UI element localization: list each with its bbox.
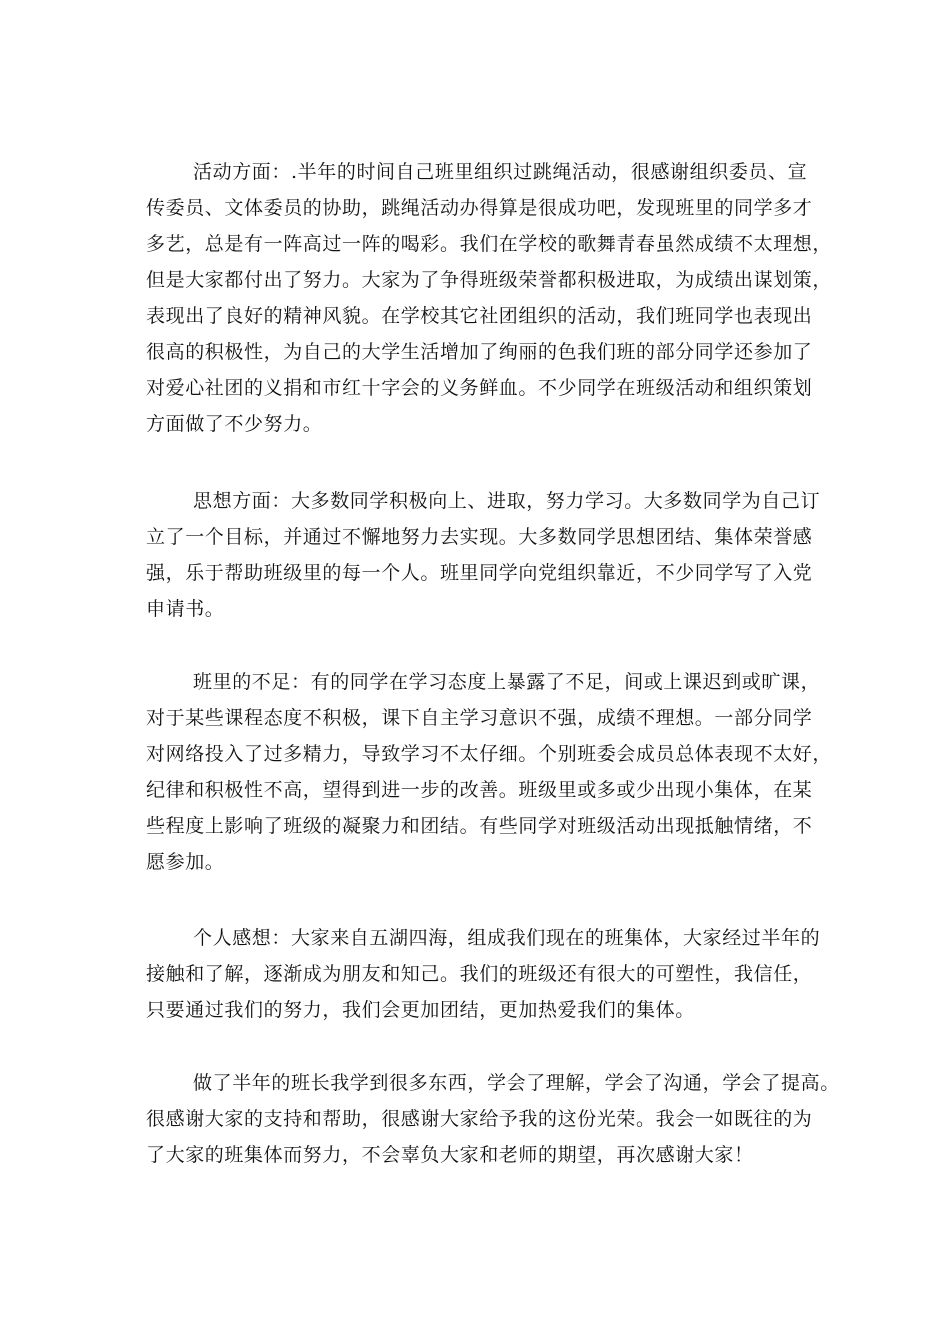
text-line: 个人感想：大家来自五湖四海，组成我们现在的班集体，大家经过半年的 bbox=[193, 927, 821, 949]
text-line: 思想方面：大多数同学积极向上、进取，努力学习。大多数同学为自己订 bbox=[193, 490, 821, 512]
text-line: 对网络投入了过多精力，导致学习不太仔细。个别班委会成员总体表现不太好， bbox=[146, 743, 833, 765]
text-line: 接触和了解，逐渐成为朋友和知己。我们的班级还有很大的可塑性，我信任， bbox=[146, 963, 813, 985]
paragraph-closing bbox=[146, 1065, 840, 1173]
text-line: 很感谢大家的支持和帮助，很感谢大家给予我的这份光荣。我会一如既往的为 bbox=[146, 1108, 813, 1130]
text-line: 愿参加。 bbox=[146, 851, 225, 873]
text-line: 做了半年的班长我学到很多东西，学会了理解，学会了沟通，学会了提高。 bbox=[193, 1072, 840, 1094]
text-line: 对爱心社团的义捐和市红十字会的义务鲜血。不少同学在班级活动和组织策划 bbox=[146, 377, 813, 399]
text-line: 纪律和积极性不高，望得到进一步的改善。班级里或多或少出现小集体，在某 bbox=[146, 779, 813, 801]
paragraph-personal-thoughts bbox=[146, 920, 820, 1028]
text-line: 很高的积极性，为自己的大学生活增加了绚丽的色我们班的部分同学还参加了 bbox=[146, 341, 813, 363]
text-line: 对于某些课程态度不积极，课下自主学习意识不强，成绩不理想。一部分同学 bbox=[146, 707, 813, 729]
text-line: 班里的不足：有的同学在学习态度上暴露了不足，间或上课迟到或旷课， bbox=[193, 671, 821, 693]
text-line: 些程度上影响了班级的凝聚力和团结。有些同学对班级活动出现抵触情绪，不 bbox=[146, 815, 813, 837]
paragraph-thoughts bbox=[146, 483, 820, 627]
text-line: 但是大家都付出了努力。大家为了争得班级荣誉都积极进取，为成绩出谋划策， bbox=[146, 269, 833, 291]
text-line: 了大家的班集体而努力，不会辜负大家和老师的期望，再次感谢大家！ bbox=[146, 1144, 754, 1166]
text-line: 立了一个目标，并通过不懈地努力去实现。大多数同学思想团结、集体荣誉感 bbox=[146, 526, 813, 548]
text-line: 强，乐于帮助班级里的每一个人。班里同学向党组织靠近，不少同学写了入党 bbox=[146, 562, 813, 584]
text-line: 方面做了不少努力。 bbox=[146, 413, 323, 435]
paragraph-activities bbox=[146, 154, 832, 442]
text-line: 表现出了良好的精神风貌。在学校其它社团组织的活动，我们班同学也表现出 bbox=[146, 305, 813, 327]
text-line: 申请书。 bbox=[146, 598, 225, 620]
text-line: 只要通过我们的努力，我们会更加团结，更加热爱我们的集体。 bbox=[146, 999, 695, 1021]
text-line: 活动方面：.半年的时间自己班里组织过跳绳活动，很感谢组织委员、宣 bbox=[193, 161, 808, 183]
text-line: 传委员、文体委员的协助，跳绳活动办得算是很成功吧，发现班里的同学多才 bbox=[146, 197, 813, 219]
text-line: 多艺，总是有一阵高过一阵的喝彩。我们在学校的歌舞青春虽然成绩不太理想， bbox=[146, 233, 833, 255]
paragraph-shortcomings bbox=[146, 664, 832, 880]
